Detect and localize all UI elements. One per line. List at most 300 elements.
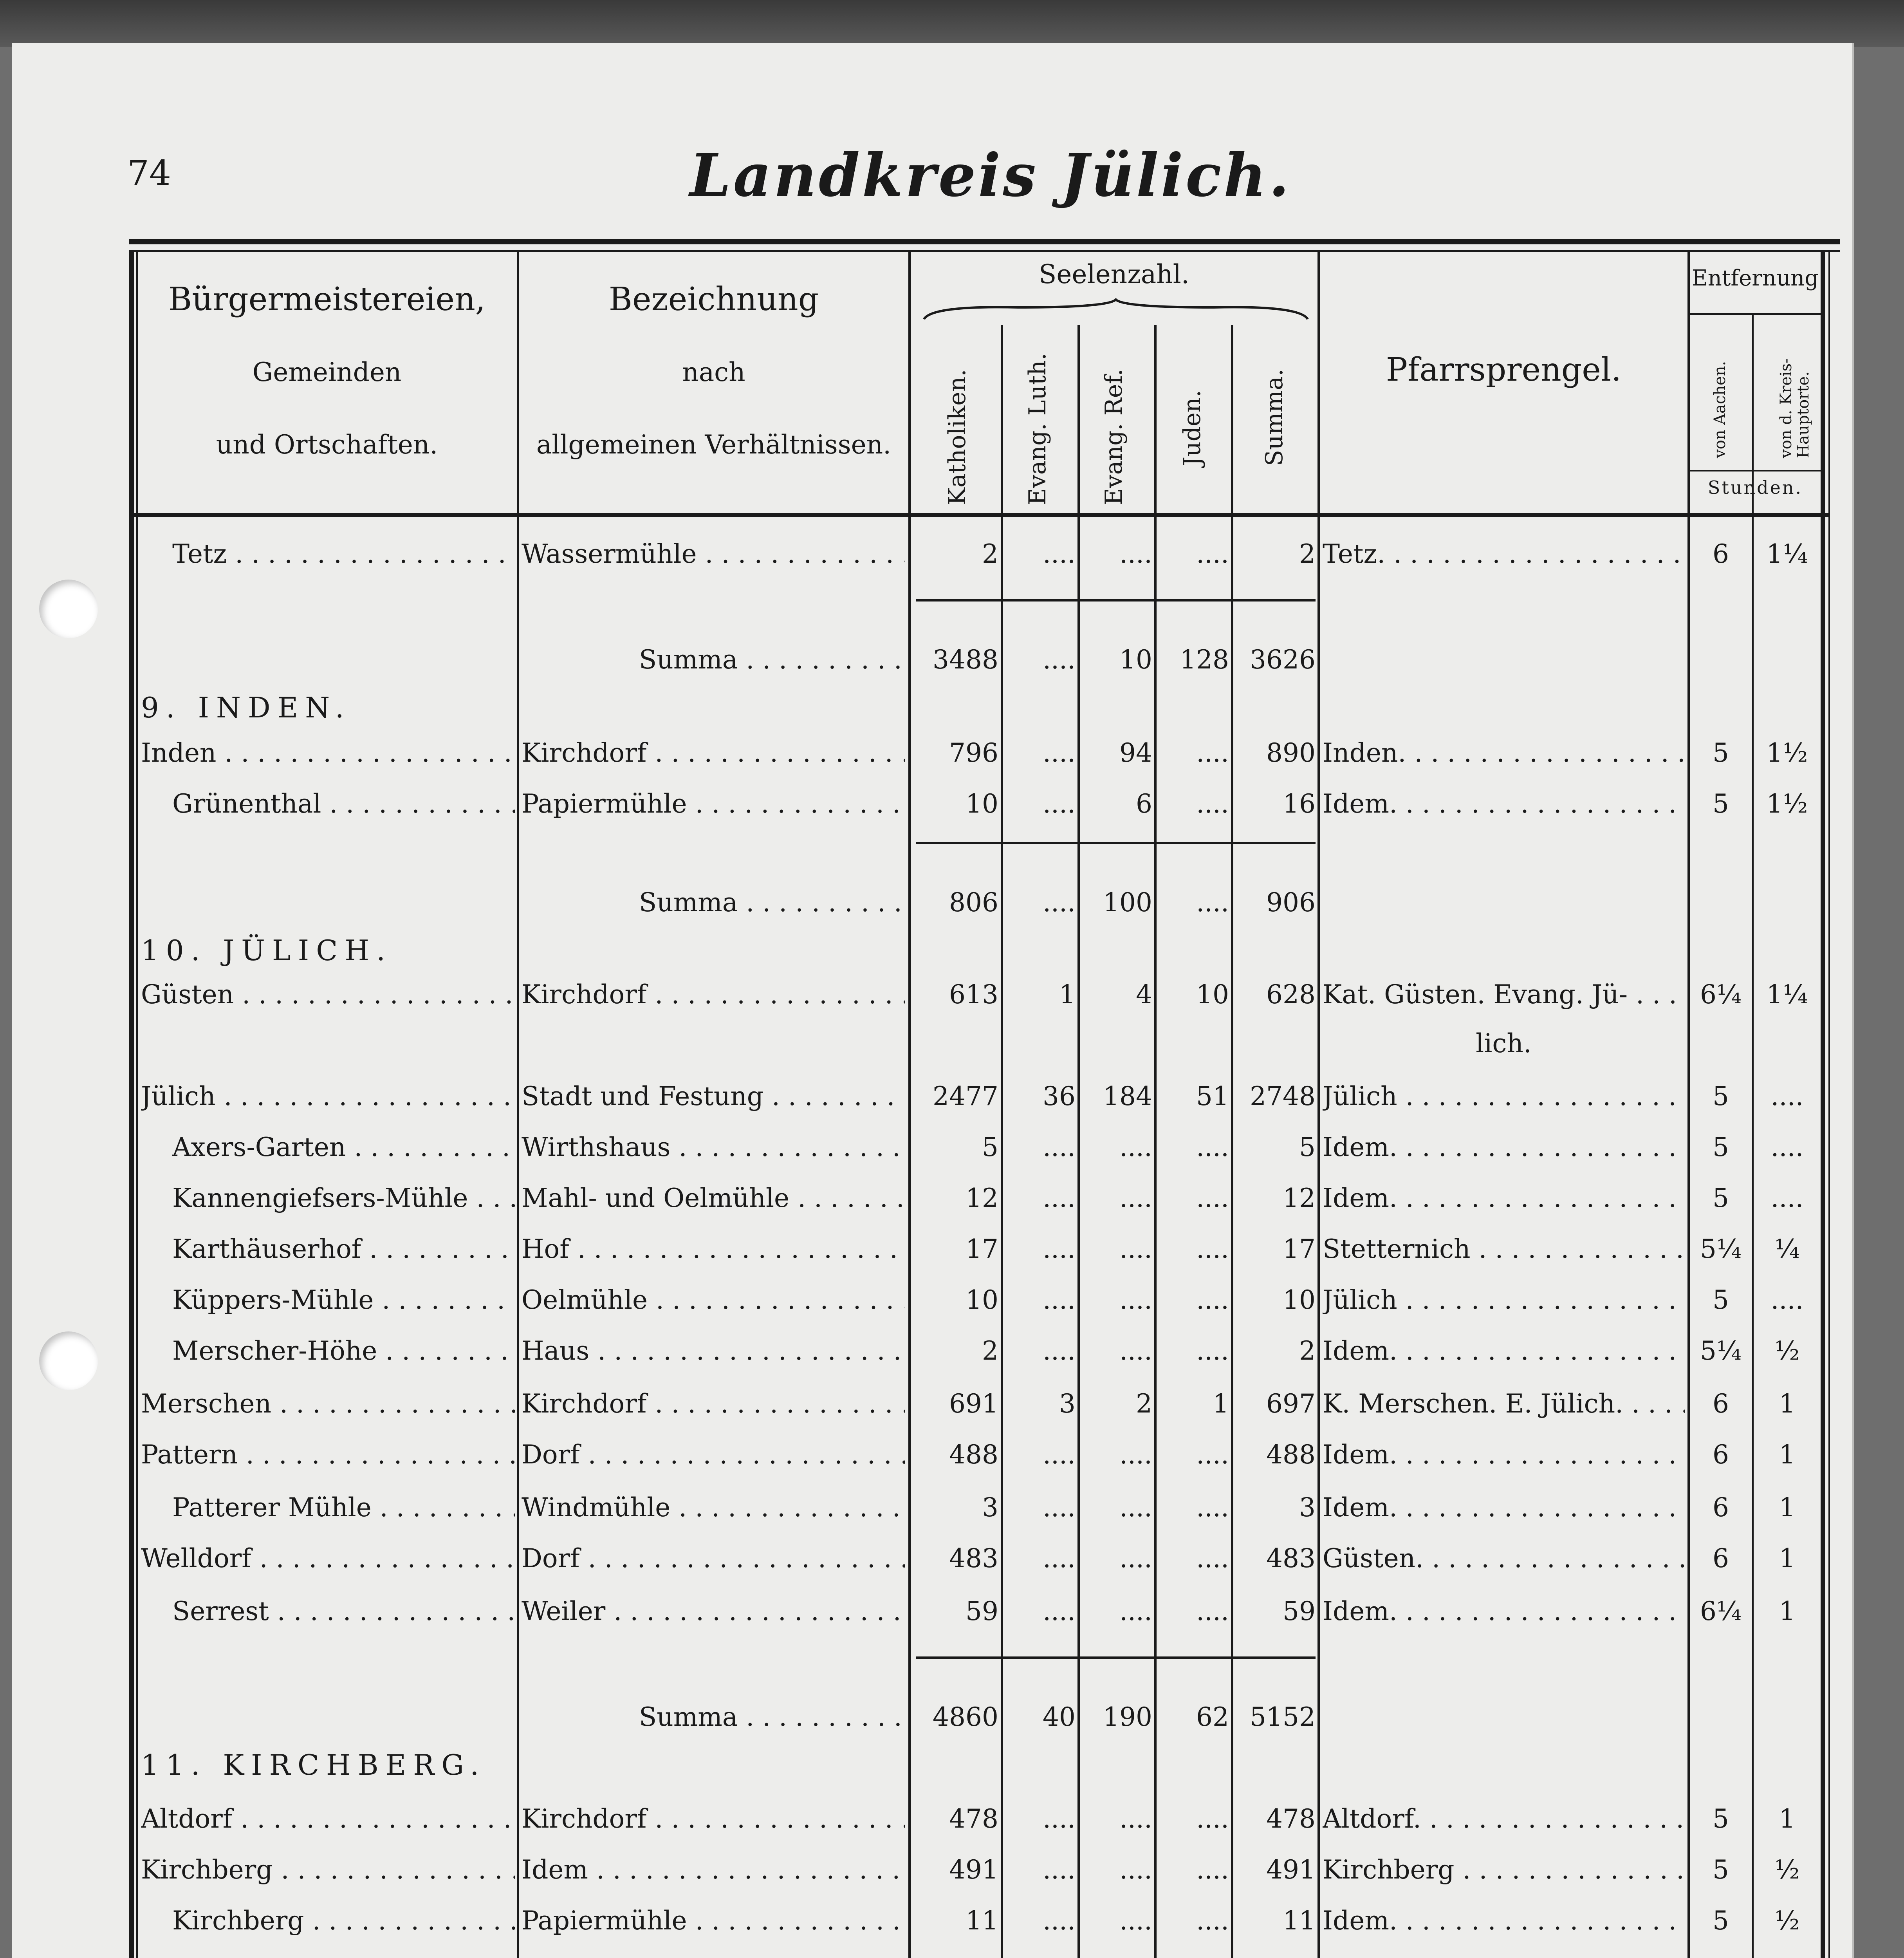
row-pfarrsprengel: [1323, 1232, 1685, 1267]
count-r: ....: [1119, 1906, 1152, 1936]
count-l: ....: [1043, 1234, 1076, 1264]
summa-s: 5152: [1250, 1702, 1316, 1732]
col-header-buergermeistereien: Bürgermeistereien,: [168, 281, 485, 318]
row-name: [141, 1541, 515, 1576]
row-pfarrsprengel-text: Jülich: [1323, 1081, 1397, 1111]
col-header-summa: Summa.: [1261, 368, 1288, 466]
count-l: ....: [1043, 789, 1076, 819]
count-r: ....: [1119, 1183, 1152, 1213]
row-pfarrsprengel-text: Idem.: [1323, 1596, 1397, 1626]
row-pfarrsprengel-text: Kirchberg: [1323, 1855, 1455, 1885]
count-j: ....: [1196, 1132, 1229, 1162]
count-k: 478: [949, 1804, 998, 1834]
summa-label-text: Summa: [639, 1702, 738, 1732]
row-name-text: Altdorf: [141, 1804, 233, 1834]
row-bezeichnung: [522, 1801, 905, 1837]
distance-hauptort: 1: [1779, 1804, 1796, 1834]
count-r: ....: [1119, 1804, 1152, 1834]
row-bezeichnung: [522, 1541, 905, 1576]
count-j: ....: [1196, 539, 1229, 569]
distance-hauptort: 1: [1779, 1596, 1796, 1626]
count-s: 2: [1299, 539, 1316, 569]
summa-r: 100: [1103, 887, 1152, 918]
row-bezeichnung: [522, 1852, 905, 1888]
section-heading: 11. KIRCHBERG.: [141, 1748, 486, 1781]
count-s: 491: [1266, 1855, 1316, 1885]
row-pfarrsprengel-text: Idem.: [1323, 1906, 1397, 1936]
summa-label-text: Summa: [639, 645, 738, 675]
page: [12, 43, 1852, 1958]
row-bezeichnung-text: Papiermühle: [522, 1906, 687, 1936]
summa-k: 4860: [933, 1702, 998, 1732]
count-l: ....: [1043, 1855, 1076, 1885]
count-k: 17: [966, 1234, 998, 1264]
row-name: [172, 1490, 515, 1525]
row-pfarrsprengel: [1323, 786, 1685, 822]
row-bezeichnung: [522, 1232, 905, 1267]
count-r: ....: [1119, 1855, 1152, 1885]
row-pfarrsprengel-text: Idem.: [1323, 789, 1397, 819]
count-k: 10: [966, 789, 998, 819]
row-bezeichnung: [522, 1903, 905, 1938]
col-header-verhaeltnisse: allgemeinen Verhältnissen.: [536, 430, 892, 460]
count-r: 4: [1136, 979, 1152, 1010]
distance-aachen: 5: [1713, 1132, 1729, 1162]
count-r: ....: [1119, 1285, 1152, 1315]
distance-aachen: 6¼: [1700, 1596, 1742, 1626]
row-name-text: Merschen: [141, 1389, 272, 1419]
row-bezeichnung: [522, 1079, 905, 1114]
distance-hauptort: ¼: [1774, 1234, 1800, 1264]
distance-aachen: 6: [1713, 1492, 1729, 1523]
summa-rule: [916, 1656, 1316, 1659]
row-pfarrsprengel-text: Idem.: [1323, 1492, 1397, 1523]
row-pfarrsprengel: [1323, 1490, 1685, 1525]
col-header-ortschaften: und Ortschaften.: [216, 430, 438, 460]
distance-aachen: 5: [1713, 1906, 1729, 1936]
row-pfarrsprengel: [1323, 1852, 1685, 1888]
summa-label: [639, 1700, 905, 1735]
col-rule: [1317, 250, 1320, 1958]
summa-l: ....: [1043, 887, 1076, 918]
count-s: 17: [1283, 1234, 1316, 1264]
summa-rule: [916, 842, 1316, 844]
row-name: [172, 1333, 515, 1369]
col-header-nach: nach: [682, 357, 745, 387]
distance-aachen: 6¼: [1700, 979, 1742, 1010]
row-pfarrsprengel-text: Güsten.: [1323, 1543, 1424, 1573]
row-bezeichnung: [522, 1181, 905, 1216]
count-l: 3: [1059, 1389, 1076, 1419]
row-name-text: Grünenthal: [172, 789, 321, 819]
count-k: 613: [949, 979, 998, 1010]
row-name: [172, 786, 515, 822]
count-l: ....: [1043, 1132, 1076, 1162]
col-header-entfernung: Entfernung: [1691, 266, 1819, 291]
col-header-von-kreishauptorte: von d. Kreis-Hauptorte.: [1777, 358, 1812, 458]
row-name-text: Kirchberg: [141, 1855, 273, 1885]
row-name-text: Küppers-Mühle: [172, 1285, 374, 1315]
col-rule: [517, 250, 519, 1958]
count-j: ....: [1196, 1440, 1229, 1470]
summa-s: 906: [1266, 887, 1316, 918]
count-k: 3: [982, 1492, 998, 1523]
distance-hauptort: ....: [1770, 1285, 1804, 1315]
row-bezeichnung: [522, 536, 905, 572]
row-bezeichnung: [522, 977, 905, 1012]
row-bezeichnung-text: Kirchdorf: [522, 1389, 647, 1419]
count-r: ....: [1119, 1543, 1152, 1573]
count-l: ....: [1043, 1183, 1076, 1213]
count-l: 1: [1059, 979, 1076, 1010]
row-pfarrsprengel-text: Tetz.: [1323, 539, 1386, 569]
count-k: 691: [949, 1389, 998, 1419]
summa-rule: [916, 599, 1316, 601]
distance-aachen: 5: [1713, 1285, 1729, 1315]
count-j: ....: [1196, 1596, 1229, 1626]
population-table: [129, 239, 1840, 1958]
count-r: ....: [1119, 1596, 1152, 1626]
distance-hauptort: 1¼: [1766, 979, 1808, 1010]
section-heading: 9. INDEN.: [141, 691, 351, 724]
col-rule: [136, 250, 138, 1958]
row-pfarrsprengel: [1323, 977, 1685, 1012]
row-bezeichnung: [522, 735, 905, 771]
count-s: 697: [1266, 1389, 1316, 1419]
row-name: [172, 1903, 515, 1938]
row-name-text: Merscher-Höhe: [172, 1336, 377, 1366]
count-s: 5: [1299, 1132, 1316, 1162]
count-k: 59: [966, 1596, 998, 1626]
count-s: 483: [1266, 1543, 1316, 1573]
count-s: 488: [1266, 1440, 1316, 1470]
count-k: 11: [966, 1906, 998, 1936]
row-pfarrsprengel-text: K. Merschen. E. Jülich.: [1323, 1389, 1624, 1419]
count-s: 628: [1266, 979, 1316, 1010]
row-bezeichnung: [522, 1282, 905, 1318]
count-r: 94: [1119, 738, 1152, 768]
row-bezeichnung: [522, 1437, 905, 1472]
col-header-bezeichnung: Bezeichnung: [608, 281, 819, 318]
count-s: 10: [1283, 1285, 1316, 1315]
count-k: 10: [966, 1285, 998, 1315]
row-bezeichnung-text: Weiler: [522, 1596, 606, 1626]
distance-hauptort: 1: [1779, 1440, 1796, 1470]
col-header-evang-ref: Evang. Ref.: [1100, 368, 1128, 505]
distance-hauptort: ½: [1774, 1336, 1800, 1366]
count-k: 483: [949, 1543, 998, 1573]
distance-hauptort: 1½: [1766, 738, 1808, 768]
row-name: [172, 1594, 515, 1629]
count-r: 2: [1136, 1389, 1152, 1419]
row-pfarrsprengel-text: Idem.: [1323, 1440, 1397, 1470]
count-k: 796: [949, 738, 998, 768]
distance-aachen: 5¼: [1700, 1336, 1742, 1366]
row-name: [172, 536, 515, 572]
row-name: [141, 1386, 515, 1422]
count-l: ....: [1043, 1804, 1076, 1834]
col-header-gemeinden: Gemeinden: [252, 357, 402, 387]
distance-hauptort: ....: [1770, 1081, 1804, 1111]
distance-hauptort: ½: [1774, 1855, 1800, 1885]
count-l: ....: [1043, 539, 1076, 569]
count-s: 11: [1283, 1906, 1316, 1936]
count-l: ....: [1043, 1543, 1076, 1573]
summa-j: 62: [1196, 1702, 1229, 1732]
distance-hauptort: 1: [1779, 1492, 1796, 1523]
row-pfarrsprengel: [1323, 1181, 1685, 1216]
distance-aachen: 6: [1713, 1389, 1729, 1419]
seelenzahl-brace: [920, 298, 1312, 325]
count-k: 2: [982, 1336, 998, 1366]
punch-hole: [39, 580, 98, 638]
count-j: 1: [1213, 1389, 1229, 1419]
section-heading: 10. JÜLICH.: [141, 934, 392, 967]
distance-hauptort: 1: [1779, 1543, 1796, 1573]
col-rule: [129, 250, 134, 1958]
col-rule: [1828, 250, 1830, 1958]
summa-label: [639, 885, 905, 920]
distance-aachen: 5¼: [1700, 1234, 1742, 1264]
summa-j: 128: [1180, 645, 1229, 675]
row-pfarrsprengel: [1323, 1079, 1685, 1114]
row-name: [172, 1181, 515, 1216]
row-pfarrsprengel-text: Kat. Güsten. Evang. Jü-: [1323, 979, 1628, 1010]
page-title: Landkreis Jülich.: [689, 141, 1292, 210]
row-bezeichnung-text: Wirthshaus: [522, 1132, 671, 1162]
col-header-pfarrsprengel: Pfarrsprengel.: [1386, 351, 1622, 388]
count-l: 36: [1043, 1081, 1076, 1111]
count-r: ....: [1119, 1440, 1152, 1470]
summa-l: ....: [1043, 645, 1076, 675]
row-bezeichnung-text: Oelmühle: [522, 1285, 648, 1315]
count-k: 2477: [933, 1081, 998, 1111]
row-bezeichnung: [522, 1333, 905, 1369]
count-j: ....: [1196, 1336, 1229, 1366]
row-bezeichnung-text: Mahl- und Oelmühle: [522, 1183, 790, 1213]
count-j: ....: [1196, 738, 1229, 768]
row-name: [172, 1282, 515, 1318]
row-bezeichnung-text: Haus: [522, 1336, 590, 1366]
row-bezeichnung: [522, 1594, 905, 1629]
row-bezeichnung: [522, 1386, 905, 1422]
count-j: ....: [1196, 1543, 1229, 1573]
count-s: 3: [1299, 1492, 1316, 1523]
count-l: ....: [1043, 1285, 1076, 1315]
row-bezeichnung-text: Stadt und Festung: [522, 1081, 763, 1111]
row-name: [141, 735, 515, 771]
distance-hauptort: 1: [1779, 1389, 1796, 1419]
distance-aachen: 5: [1713, 738, 1729, 768]
distance-hauptort: 1½: [1766, 789, 1808, 819]
row-bezeichnung-text: Kirchdorf: [522, 979, 647, 1010]
col-header-katholiken: Katholiken.: [944, 369, 971, 505]
row-pfarrsprengel-text: Inden.: [1323, 738, 1406, 768]
col-header-von-aachen: von Aachen.: [1711, 361, 1729, 458]
row-pfarrsprengel: [1323, 1801, 1685, 1837]
row-bezeichnung-text: Dorf: [522, 1440, 580, 1470]
count-r: ....: [1119, 1132, 1152, 1162]
row-bezeichnung-text: Papiermühle: [522, 789, 687, 819]
col-rule: [1752, 313, 1754, 1958]
row-name-text: Kannengiefsers-Mühle: [172, 1183, 468, 1213]
distance-aachen: 5: [1713, 789, 1729, 819]
count-r: ....: [1119, 1492, 1152, 1523]
row-name-text: Güsten: [141, 979, 234, 1010]
row-name-text: Welldorf: [141, 1543, 251, 1573]
count-k: 2: [982, 539, 998, 569]
col-header-evang-luth: Evang. Luth.: [1024, 353, 1051, 505]
distance-hauptort: 1¼: [1766, 539, 1808, 569]
row-name-text: Serrest: [172, 1596, 269, 1626]
row-name-text: Inden: [141, 738, 217, 768]
row-bezeichnung-text: Kirchdorf: [522, 1804, 647, 1834]
count-s: 16: [1283, 789, 1316, 819]
punch-hole: [39, 1331, 98, 1390]
summa-label-text: Summa: [639, 887, 738, 918]
count-r: ....: [1119, 539, 1152, 569]
row-pfarrsprengel: [1323, 1437, 1685, 1472]
count-s: 12: [1283, 1183, 1316, 1213]
count-l: ....: [1043, 1440, 1076, 1470]
row-pfarrsprengel-text: Idem.: [1323, 1132, 1397, 1162]
count-j: 51: [1196, 1081, 1229, 1111]
count-k: 488: [949, 1440, 998, 1470]
count-j: 10: [1196, 979, 1229, 1010]
count-k: 12: [966, 1183, 998, 1213]
distance-aachen: 5: [1713, 1183, 1729, 1213]
summa-s: 3626: [1250, 645, 1316, 675]
row-pfarrsprengel-text: Idem.: [1323, 1183, 1397, 1213]
scan-border: [0, 0, 1904, 47]
distance-aachen: 6: [1713, 1543, 1729, 1573]
row-pfarrsprengel: [1323, 1282, 1685, 1318]
col-header-seelenzahl: Seelenzahl.: [1039, 259, 1189, 289]
header-rule: [1690, 470, 1821, 471]
row-name: [141, 977, 515, 1012]
table-border-top-inner: [129, 250, 1840, 252]
count-s: 890: [1266, 738, 1316, 768]
row-name-text: Patterer Mühle: [172, 1492, 372, 1523]
page-number: 74: [127, 153, 171, 193]
count-r: 184: [1103, 1081, 1152, 1111]
row-bezeichnung-text: Hof: [522, 1234, 569, 1264]
row-bezeichnung: [522, 1490, 905, 1525]
summa-r: 190: [1103, 1702, 1152, 1732]
row-bezeichnung-text: Dorf: [522, 1543, 580, 1573]
row-pfarrsprengel: [1323, 536, 1685, 572]
count-j: ....: [1196, 1492, 1229, 1523]
count-j: ....: [1196, 1906, 1229, 1936]
col-rule: [1821, 250, 1825, 1958]
count-s: 59: [1283, 1596, 1316, 1626]
col-rule: [1687, 250, 1690, 1958]
distance-hauptort: ....: [1770, 1132, 1804, 1162]
col-rule: [908, 250, 911, 1958]
row-name-text: Karthäuserhof: [172, 1234, 361, 1264]
count-j: ....: [1196, 789, 1229, 819]
row-name-text: Pattern: [141, 1440, 238, 1470]
row-bezeichnung-text: Wassermühle: [522, 539, 697, 569]
row-name-text: Jülich: [141, 1081, 216, 1111]
row-bezeichnung: [522, 1130, 905, 1165]
row-pfarrsprengel-text: Jülich: [1323, 1285, 1397, 1315]
row-name-text: Kirchberg: [172, 1906, 304, 1936]
count-k: 5: [982, 1132, 998, 1162]
row-name: [141, 1801, 515, 1837]
distance-hauptort: ½: [1774, 1906, 1800, 1936]
row-pfarrsprengel: [1323, 735, 1685, 771]
count-j: ....: [1196, 1804, 1229, 1834]
summa-l: 40: [1043, 1702, 1076, 1732]
count-l: ....: [1043, 738, 1076, 768]
count-j: ....: [1196, 1285, 1229, 1315]
distance-aachen: 5: [1713, 1804, 1729, 1834]
row-name: [141, 1079, 515, 1114]
row-bezeichnung-text: Kirchdorf: [522, 738, 647, 768]
row-pfarrsprengel: [1323, 1386, 1685, 1422]
row-name-text: Tetz: [172, 539, 227, 569]
count-l: ....: [1043, 1492, 1076, 1523]
distance-aachen: 6: [1713, 1440, 1729, 1470]
distance-hauptort: ....: [1770, 1183, 1804, 1213]
col-header-stunden: Stunden.: [1707, 477, 1803, 498]
count-j: ....: [1196, 1183, 1229, 1213]
row-name: [141, 1437, 515, 1472]
count-l: ....: [1043, 1336, 1076, 1366]
count-s: 2748: [1250, 1081, 1316, 1111]
count-j: ....: [1196, 1234, 1229, 1264]
row-pfarrsprengel: [1323, 1333, 1685, 1369]
row-pfarrsprengel-text: Idem.: [1323, 1336, 1397, 1366]
summa-k: 806: [949, 887, 998, 918]
row-pfarrsprengel-text: Altdorf.: [1323, 1804, 1421, 1834]
table-border-top: [129, 239, 1840, 244]
distance-aachen: 5: [1713, 1855, 1729, 1885]
row-name: [141, 1852, 515, 1888]
summa-j: ....: [1196, 887, 1229, 918]
summa-k: 3488: [933, 645, 998, 675]
row-name-text: Axers-Garten: [172, 1132, 346, 1162]
row-bezeichnung-text: Windmühle: [522, 1492, 671, 1523]
row-pfarrsprengel-cont: lich.: [1476, 1028, 1532, 1058]
summa-r: 10: [1119, 645, 1152, 675]
row-pfarrsprengel: [1323, 1903, 1685, 1938]
count-r: ....: [1119, 1336, 1152, 1366]
summa-label: [639, 642, 905, 677]
count-k: 491: [949, 1855, 998, 1885]
count-l: ....: [1043, 1906, 1076, 1936]
row-pfarrsprengel: [1323, 1594, 1685, 1629]
row-pfarrsprengel: [1323, 1541, 1685, 1576]
row-pfarrsprengel: [1323, 1130, 1685, 1165]
distance-aachen: 5: [1713, 1081, 1729, 1111]
distance-aachen: 6: [1713, 539, 1729, 569]
header-rule: [1690, 313, 1821, 315]
count-j: ....: [1196, 1855, 1229, 1885]
row-bezeichnung-text: Idem: [522, 1855, 588, 1885]
count-s: 2: [1299, 1336, 1316, 1366]
header-rule: [129, 513, 1830, 517]
row-bezeichnung: [522, 786, 905, 822]
row-name: [172, 1232, 515, 1267]
col-header-juden: Juden.: [1178, 390, 1206, 466]
count-l: ....: [1043, 1596, 1076, 1626]
count-s: 478: [1266, 1804, 1316, 1834]
row-name: [172, 1130, 515, 1165]
row-pfarrsprengel-text: Stetternich: [1323, 1234, 1471, 1264]
count-r: 6: [1136, 789, 1152, 819]
